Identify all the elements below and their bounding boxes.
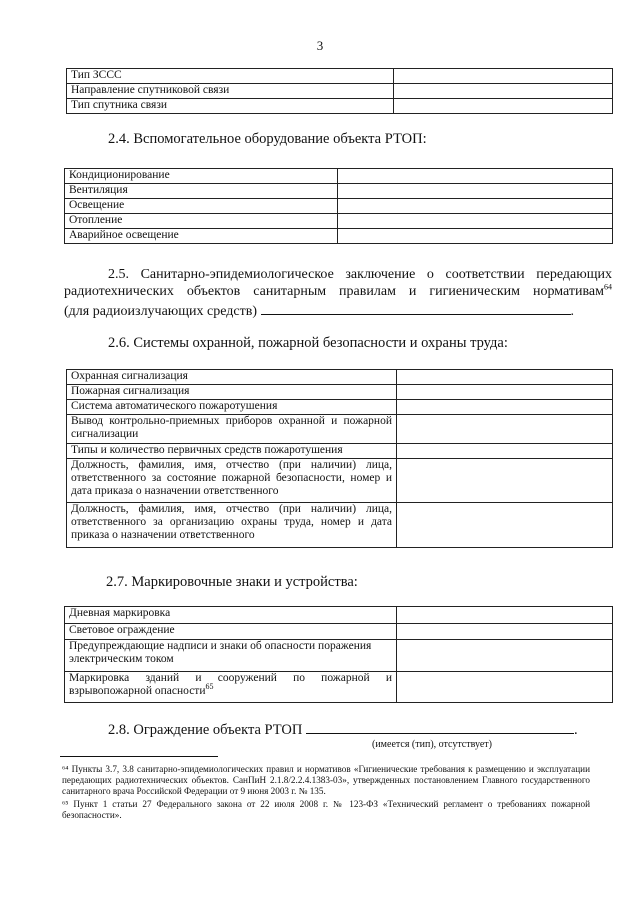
table-cell-label: Охранная сигнализация — [67, 370, 397, 385]
table-cell-label — [65, 672, 397, 703]
marking-label-text: Маркировка зданий и сооружений по пожарной и взрывопожарной опасности — [69, 672, 392, 697]
section-2-8-caption: (имеется (тип), отсутствует) — [372, 739, 493, 750]
footnote-ref-64: 64 — [604, 282, 612, 292]
fill-in-line[interactable] — [306, 719, 574, 734]
table-cell-value — [397, 672, 613, 703]
table-cell-value — [394, 69, 613, 84]
page-number: 3 — [316, 38, 324, 53]
table-cell-value — [397, 415, 613, 444]
section-2-5-line3-end: . — [570, 304, 575, 319]
table-cell-label: Направление спутниковой связи — [67, 84, 394, 99]
section-2-5-line3 — [64, 300, 612, 320]
table-cell-label: Типы и количество первичных средств пожаротушения — [67, 444, 397, 459]
table-cell-value — [338, 199, 613, 214]
table-cell-value — [394, 99, 613, 114]
section-2-5-line2 — [64, 283, 612, 300]
section-2-4-heading: 2.4. Вспомогательное оборудование объекта РТОП: — [108, 131, 427, 147]
table-cell-value — [397, 607, 613, 624]
table-cell-value — [394, 84, 613, 99]
table-cell-value — [338, 184, 613, 199]
table-cell-value — [397, 459, 613, 503]
table-cell-label: Аварийное освещение — [65, 229, 338, 244]
table-cell-label: Отопление — [65, 214, 338, 229]
table-cell-value — [397, 624, 613, 640]
footnote-ref-65: 65 — [205, 682, 214, 692]
aux-equipment-table — [64, 168, 613, 244]
table-cell-value — [397, 444, 613, 459]
footnote-64: ⁶⁴ Пункты 3.7, 3.8 санитарно-эпидемиологических правил и нормативов «Гигиенические требования к размещению и эксплуатации передающих радиотехнических объектов. СанПиН 2.1.8/2.2.4.1383-03», утвержденных постановлением Главного государственного санитарного врача Российской Федерации от 9 июня 2003 г. № 135. — [62, 764, 590, 796]
table-cell-label: Освещение — [65, 199, 338, 214]
footnote-divider — [60, 756, 218, 757]
footnote-65: ⁶⁵ Пункт 1 статьи 27 Федерального закона от 22 июля 2008 г. № 123-ФЗ «Технический регламент о требованиях пожарной безопасности». — [62, 799, 590, 820]
table-cell-label: Предупреждающие надписи и знаки об опасности поражения электрическим током — [65, 640, 397, 672]
table-cell-value — [397, 400, 613, 415]
table-cell-label: Пожарная сигнализация — [67, 385, 397, 400]
section-2-7-heading: 2.7. Маркировочные знаки и устройства: — [106, 574, 358, 590]
table-cell-value — [397, 385, 613, 400]
fill-in-line[interactable] — [261, 300, 571, 315]
table-cell-label: Должность, фамилия, имя, отчество (при наличии) лица, ответственного за состояние пожарной безопасности, номер и дата приказа о назначении ответственного — [67, 459, 397, 503]
table-cell-label: Тип ЗССС — [67, 69, 394, 84]
table-cell-label: Дневная маркировка — [65, 607, 397, 624]
section-2-6-heading: 2.6. Системы охранной, пожарной безопасности и охраны труда: — [108, 335, 508, 351]
safety-systems-table — [66, 369, 613, 548]
marking-signs-table — [64, 606, 613, 703]
section-2-8-heading: 2.8. Ограждение объекта РТОП — [108, 722, 303, 738]
section-2-8-line — [108, 719, 578, 739]
table-cell-value — [338, 229, 613, 244]
section-2-5-line3-text: (для радиоизлучающих средств) — [64, 304, 258, 319]
section-2-5-line1: 2.5. Санитарно-эпидемиологическое заключение о соответствии передающих — [108, 267, 612, 282]
table-cell-label: Кондиционирование — [65, 169, 338, 184]
table-cell-label: Световое ограждение — [65, 624, 397, 640]
table-cell-value — [397, 503, 613, 548]
section-2-5-line2-text: радиотехнических объектов санитарным правилам и гигиеническим нормативам — [64, 284, 604, 299]
table-cell-label: Должность, фамилия, имя, отчество (при наличии) лица, ответственного за организацию охраны труда, номер и дата приказа о назначении ответственного — [67, 503, 397, 548]
table-cell-value — [397, 640, 613, 672]
table-cell-value — [397, 370, 613, 385]
section-2-8-end: . — [574, 722, 578, 738]
table-cell-label: Вентиляция — [65, 184, 338, 199]
satellite-table — [66, 68, 613, 114]
table-cell-label: Система автоматического пожаротушения — [67, 400, 397, 415]
table-cell-value — [338, 169, 613, 184]
table-cell-value — [338, 214, 613, 229]
table-cell-label: Тип спутника связи — [67, 99, 394, 114]
table-cell-label: Вывод контрольно-приемных приборов охранной и пожарной сигнализации — [67, 415, 397, 444]
